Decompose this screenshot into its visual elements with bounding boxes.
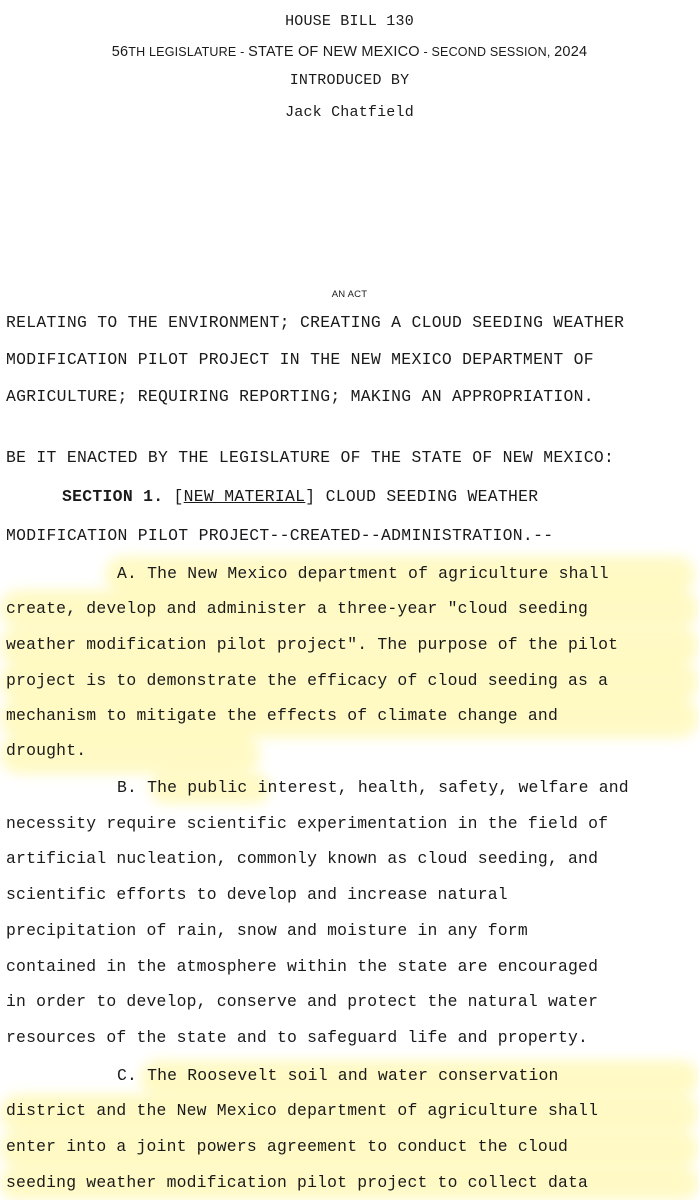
- para-a-line-6: drought.: [6, 741, 87, 760]
- introduced-by-label: INTRODUCED BY: [289, 72, 410, 89]
- para-a-line-5: mechanism to mitigate the effects of climate change and: [6, 706, 558, 725]
- act-title-line-2: MODIFICATION PILOT PROJECT IN THE NEW MEXICO DEPARTMENT OF: [6, 350, 594, 369]
- session-line: [0, 42, 699, 62]
- para-c-line-1: C. The Roosevelt soil and water conservation: [117, 1066, 559, 1085]
- section-1-title-line-1: ] CLOUD SEEDING WEATHER: [305, 487, 539, 506]
- para-b-line-5: precipitation of rain, snow and moisture in any form: [6, 921, 528, 940]
- section-1-label: SECTION 1.: [62, 487, 164, 506]
- para-b-line-4: scientific efforts to develop and increase natural: [6, 885, 508, 904]
- bracket-open: [: [163, 487, 184, 506]
- session-mid: - SECOND SESSION,: [419, 45, 555, 59]
- session-state: STATE OF NEW MEXICO: [248, 44, 420, 60]
- para-b-line-2: necessity require scientific experimentation in the field of: [6, 814, 609, 833]
- sponsor-name: Jack Chatfield: [285, 104, 414, 121]
- new-material-tag: NEW MATERIAL: [183, 487, 306, 506]
- para-a-line-2: create, develop and administer a three-year "cloud seeding: [6, 599, 589, 618]
- session-legislature: TH LEGISLATURE -: [128, 45, 249, 59]
- section-1-heading: [62, 487, 695, 507]
- para-a-line-4: project is to demonstrate the efficacy of cloud seeding as a: [6, 671, 609, 690]
- session-number: 56: [111, 44, 129, 60]
- para-b-line-8: resources of the state and to safeguard life and property.: [6, 1028, 589, 1047]
- enacting-clause: BE IT ENACTED BY THE LEGISLATURE OF THE STATE OF NEW MEXICO:: [6, 448, 615, 467]
- session-year: 2024: [554, 44, 588, 60]
- section-1-title-line-2: MODIFICATION PILOT PROJECT--CREATED--ADMINISTRATION.--: [6, 526, 554, 545]
- para-b-line-3: artificial nucleation, commonly known as cloud seeding, and: [6, 849, 599, 868]
- para-c-line-4: seeding weather modification pilot project to collect data: [6, 1173, 589, 1192]
- para-b-line-7: in order to develop, conserve and protect the natural water: [6, 992, 599, 1011]
- act-title-line-3: AGRICULTURE; REQUIRING REPORTING; MAKING AN APPROPRIATION.: [6, 387, 594, 406]
- para-c-line-3: enter into a joint powers agreement to conduct the cloud: [6, 1137, 569, 1156]
- para-a-line-1: A. The New Mexico department of agriculture shall: [117, 564, 609, 583]
- bill-title: HOUSE BILL 130: [285, 13, 414, 30]
- act-heading: AN ACT: [331, 289, 368, 300]
- act-title-line-1: RELATING TO THE ENVIRONMENT; CREATING A CLOUD SEEDING WEATHER: [6, 313, 625, 332]
- para-b-line-6: contained in the atmosphere within the state are encouraged: [6, 957, 599, 976]
- para-a-line-3: weather modification pilot project". The purpose of the pilot: [6, 635, 619, 654]
- para-c-line-2: district and the New Mexico department of agriculture shall: [6, 1101, 599, 1120]
- para-b-line-1: B. The public interest, health, safety, welfare and: [117, 778, 629, 797]
